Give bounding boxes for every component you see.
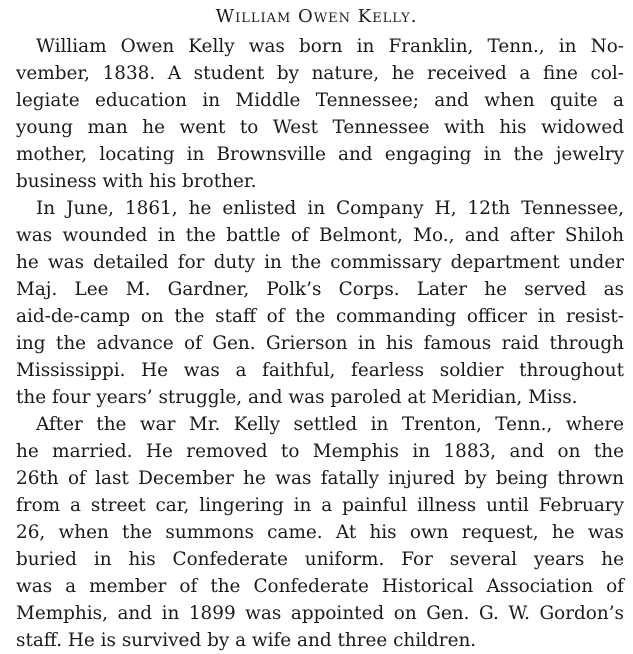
- paragraph-2-line-6: ing the advance of Gen. Grierson in his famous raid through: [16, 333, 624, 354]
- paragraph-1-line-6: business with his brother.: [16, 171, 257, 192]
- paragraph-3-line-2: he married. He removed to Memphis in 1883, and on the: [16, 441, 624, 462]
- paragraph-3-line-7: was a member of the Confederate Historical Association of: [16, 576, 624, 597]
- paragraph-2-line-1: In June, 1861, he enlisted in Company H, 12th Tennessee,: [36, 198, 624, 219]
- paragraph-1-line-4: young man he went to West Tennessee with his widowed: [16, 117, 624, 138]
- paragraph-3-line-4: from a street car, lingering in a painful illness until February: [16, 495, 624, 516]
- paragraph-3-line-1: After the war Mr. Kelly settled in Trenton, Tenn., where: [36, 414, 624, 435]
- article-title: William Owen Kelly.: [215, 6, 418, 27]
- paragraph-1-line-2: vember, 1838. A student by nature, he received a fine col-: [16, 63, 624, 84]
- paragraph-3-line-5: 26, when the summons came. At his own request, he was: [16, 522, 624, 543]
- paragraph-2-line-2: was wounded in the battle of Belmont, Mo., and after Shiloh: [16, 225, 624, 246]
- paragraph-2-line-4: Maj. Lee M. Gardner, Polk’s Corps. Later he served as: [16, 279, 624, 300]
- paragraph-1-line-1: William Owen Kelly was born in Franklin, Tenn., in No-: [36, 36, 624, 57]
- paragraph-3-line-8: Memphis, and in 1899 was appointed on Gen. G. W. Gordon’s: [16, 603, 624, 624]
- paragraph-2-line-3: he was detailed for duty in the commissary department under: [16, 252, 624, 273]
- paragraph-1-line-3: legiate education in Middle Tennessee; and when quite a: [16, 90, 624, 111]
- paragraph-2-line-7: Mississippi. He was a faithful, fearless soldier throughout: [16, 360, 624, 381]
- paragraph-3-line-6: buried in his Confederate uniform. For several years he: [16, 549, 624, 570]
- paragraph-3-line-9: staff. He is survived by a wife and three children.: [16, 630, 477, 651]
- paragraph-3-line-3: 26th of last December he was fatally injured by being thrown: [16, 468, 624, 489]
- paragraph-2-line-8: the four years’ struggle, and was paroled at Meridian, Miss.: [16, 387, 578, 408]
- paragraph-2-line-5: aid-de-camp on the staff of the commanding officer in resist-: [16, 306, 624, 327]
- paragraph-1-line-5: mother, locating in Brownsville and engaging in the jewelry: [16, 144, 624, 165]
